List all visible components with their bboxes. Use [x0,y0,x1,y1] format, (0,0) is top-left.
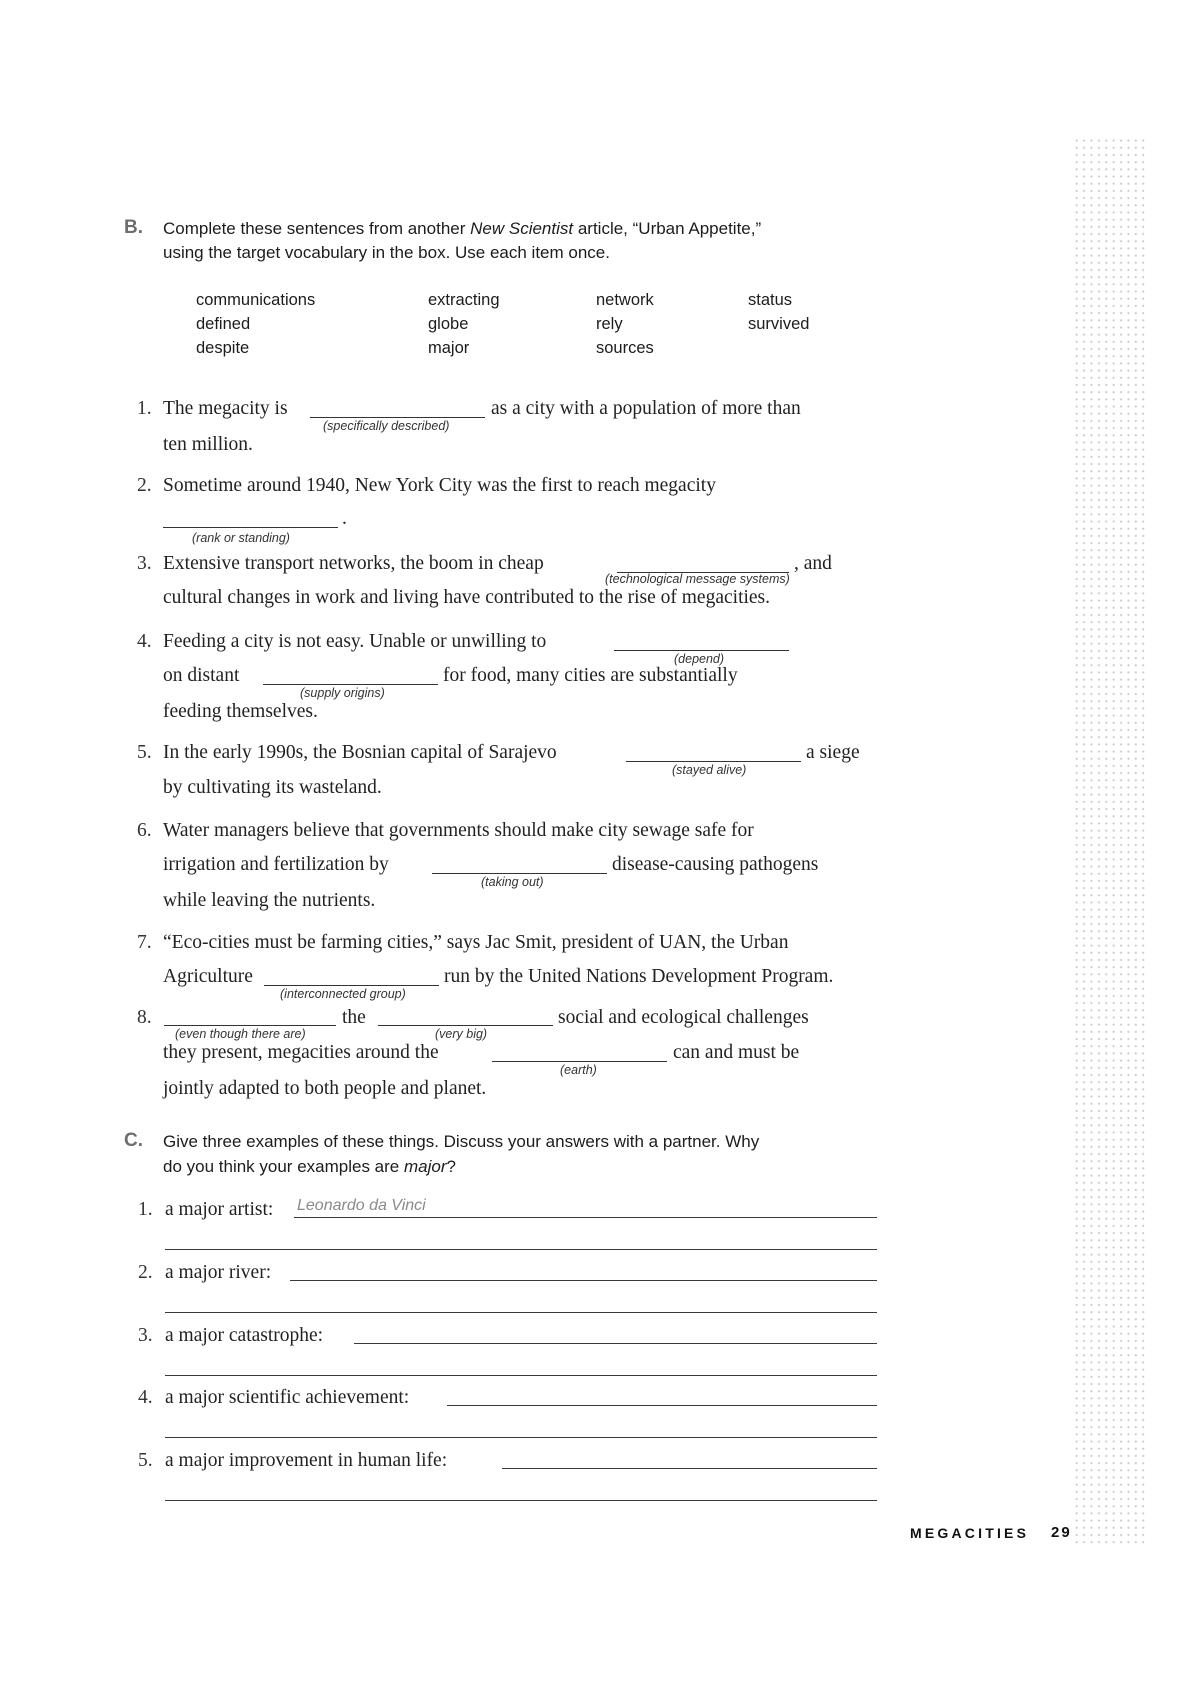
item-text: The megacity is [163,398,288,419]
item-text: for food, many cities are substantially [443,665,738,686]
instruction-text: article, “Urban Appetite,” [573,219,762,238]
example-label: a major river: [165,1262,272,1283]
section-c-letter: C. [124,1130,143,1151]
answer-blank[interactable] [432,873,607,874]
item-text: feeding themselves. [163,701,318,722]
item-text: Water managers believe that governments should make city sewage safe for [163,820,754,841]
blank-hint: (stayed alive) [672,763,747,777]
answer-line[interactable] [165,1500,877,1501]
vocab-word: defined [196,315,251,333]
answer-blank[interactable] [264,985,439,986]
blank-hint: (supply origins) [300,686,385,700]
vocab-word: rely [596,315,623,333]
item-text: disease-causing pathogens [612,854,819,875]
section-b-letter: B. [124,217,143,238]
instruction-text: ? [446,1157,456,1176]
answer-line[interactable] [165,1249,877,1250]
item-text: , and [794,553,832,574]
item-text: . [342,508,347,529]
item-text: they present, megacities around the [163,1042,439,1063]
item-number: 6. [137,820,152,841]
instruction-italic-word: major [403,1157,447,1176]
section-c-instruction-line1: Give three examples of these things. Discuss your answers with a partner. Why [163,1132,760,1151]
blank-hint: (very big) [435,1027,488,1041]
item-number: 8. [137,1007,152,1028]
item-text: on distant [163,665,240,686]
example-label: a major scientific achievement: [165,1387,410,1408]
answer-line[interactable] [447,1405,877,1406]
item-text: by cultivating its wasteland. [163,777,382,798]
item-text: ten million. [163,434,253,455]
answer-blank[interactable] [492,1061,667,1062]
answer-blank[interactable] [164,1025,336,1026]
vocab-word: extracting [428,291,500,309]
answer-blank[interactable] [163,527,338,528]
vocab-word: despite [196,339,250,357]
item-text: a siege [806,742,860,763]
answer-line[interactable] [354,1343,877,1344]
item-number: 2. [138,1262,153,1283]
item-number: 5. [137,742,152,763]
answer-line[interactable] [165,1437,877,1438]
item-number: 4. [137,631,152,652]
blank-hint: (specifically described) [323,419,450,433]
item-text: Extensive transport networks, the boom in cheap [163,553,544,574]
section-c-instruction-line2 [163,1155,456,1179]
instruction-text: Complete these sentences from another [163,219,471,238]
item-text: Sometime around 1940, New York City was the first to reach megacity [163,475,716,496]
instruction-text: do you think your examples are [163,1157,404,1176]
item-number: 3. [138,1325,153,1346]
item-text: In the early 1990s, the Bosnian capital of Sarajevo [163,742,557,763]
answer-line[interactable] [502,1468,877,1469]
instruction-italic-title: New Scientist [470,219,574,238]
item-text: irrigation and fertilization by [163,854,389,875]
item-number: 3. [137,553,152,574]
item-number: 1. [137,398,152,419]
item-text: social and ecological challenges [558,1007,809,1028]
item-text: cultural changes in work and living have contributed to the rise of megacities. [163,587,771,608]
blank-hint: (earth) [560,1063,597,1077]
answer-line[interactable] [294,1217,877,1218]
example-label: a major improvement in human life: [165,1450,448,1471]
answer-line[interactable] [165,1375,877,1376]
vocab-word: network [596,291,654,309]
example-label: a major artist: [165,1199,274,1220]
decorative-dot-pattern [1073,137,1147,1547]
section-b-instruction-line1 [163,217,761,241]
item-text: Feeding a city is not easy. Unable or unwilling to [163,631,547,652]
blank-hint: (even though there are) [175,1027,306,1041]
item-number: 2. [137,475,152,496]
item-number: 7. [137,932,152,953]
blank-hint: (interconnected group) [280,987,406,1001]
footer-chapter-title: MEGACITIES [910,1525,1030,1541]
blank-hint: (technological message systems) [605,572,790,586]
vocab-word: status [748,291,793,309]
answer-blank[interactable] [626,761,801,762]
answer-blank[interactable] [310,417,485,418]
blank-hint: (depend) [674,652,725,666]
item-text: the [342,1007,366,1028]
item-number: 5. [138,1450,153,1471]
item-text: “Eco-cities must be farming cities,” says Jac Smit, president of UAN, the Urban [163,932,789,953]
blank-hint: (taking out) [481,875,544,889]
example-label: a major catastrophe: [165,1325,324,1346]
answer-blank[interactable] [614,650,789,651]
answer-blank[interactable] [263,684,438,685]
example-answer[interactable]: Leonardo da Vinci [297,1197,426,1214]
item-text: as a city with a population of more than [491,398,801,419]
blank-hint: (rank or standing) [192,531,290,545]
vocab-word: communications [196,291,316,309]
vocab-word: major [428,339,470,357]
answer-line[interactable] [165,1312,877,1313]
section-b-instruction-line2: using the target vocabulary in the box. Use each item once. [163,243,610,262]
item-text: jointly adapted to both people and planet. [163,1078,487,1099]
item-text: run by the United Nations Development Program. [444,966,834,987]
item-number: 1. [138,1199,153,1220]
item-text: can and must be [673,1042,800,1063]
item-number: 4. [138,1387,153,1408]
answer-line[interactable] [290,1280,877,1281]
item-text: while leaving the nutrients. [163,890,376,911]
page-number: 29 [1051,1524,1072,1541]
vocab-word: survived [748,315,810,333]
vocab-word: sources [596,339,654,357]
item-text: Agriculture [163,966,253,987]
vocab-word: globe [428,315,469,333]
answer-blank[interactable] [378,1025,553,1026]
